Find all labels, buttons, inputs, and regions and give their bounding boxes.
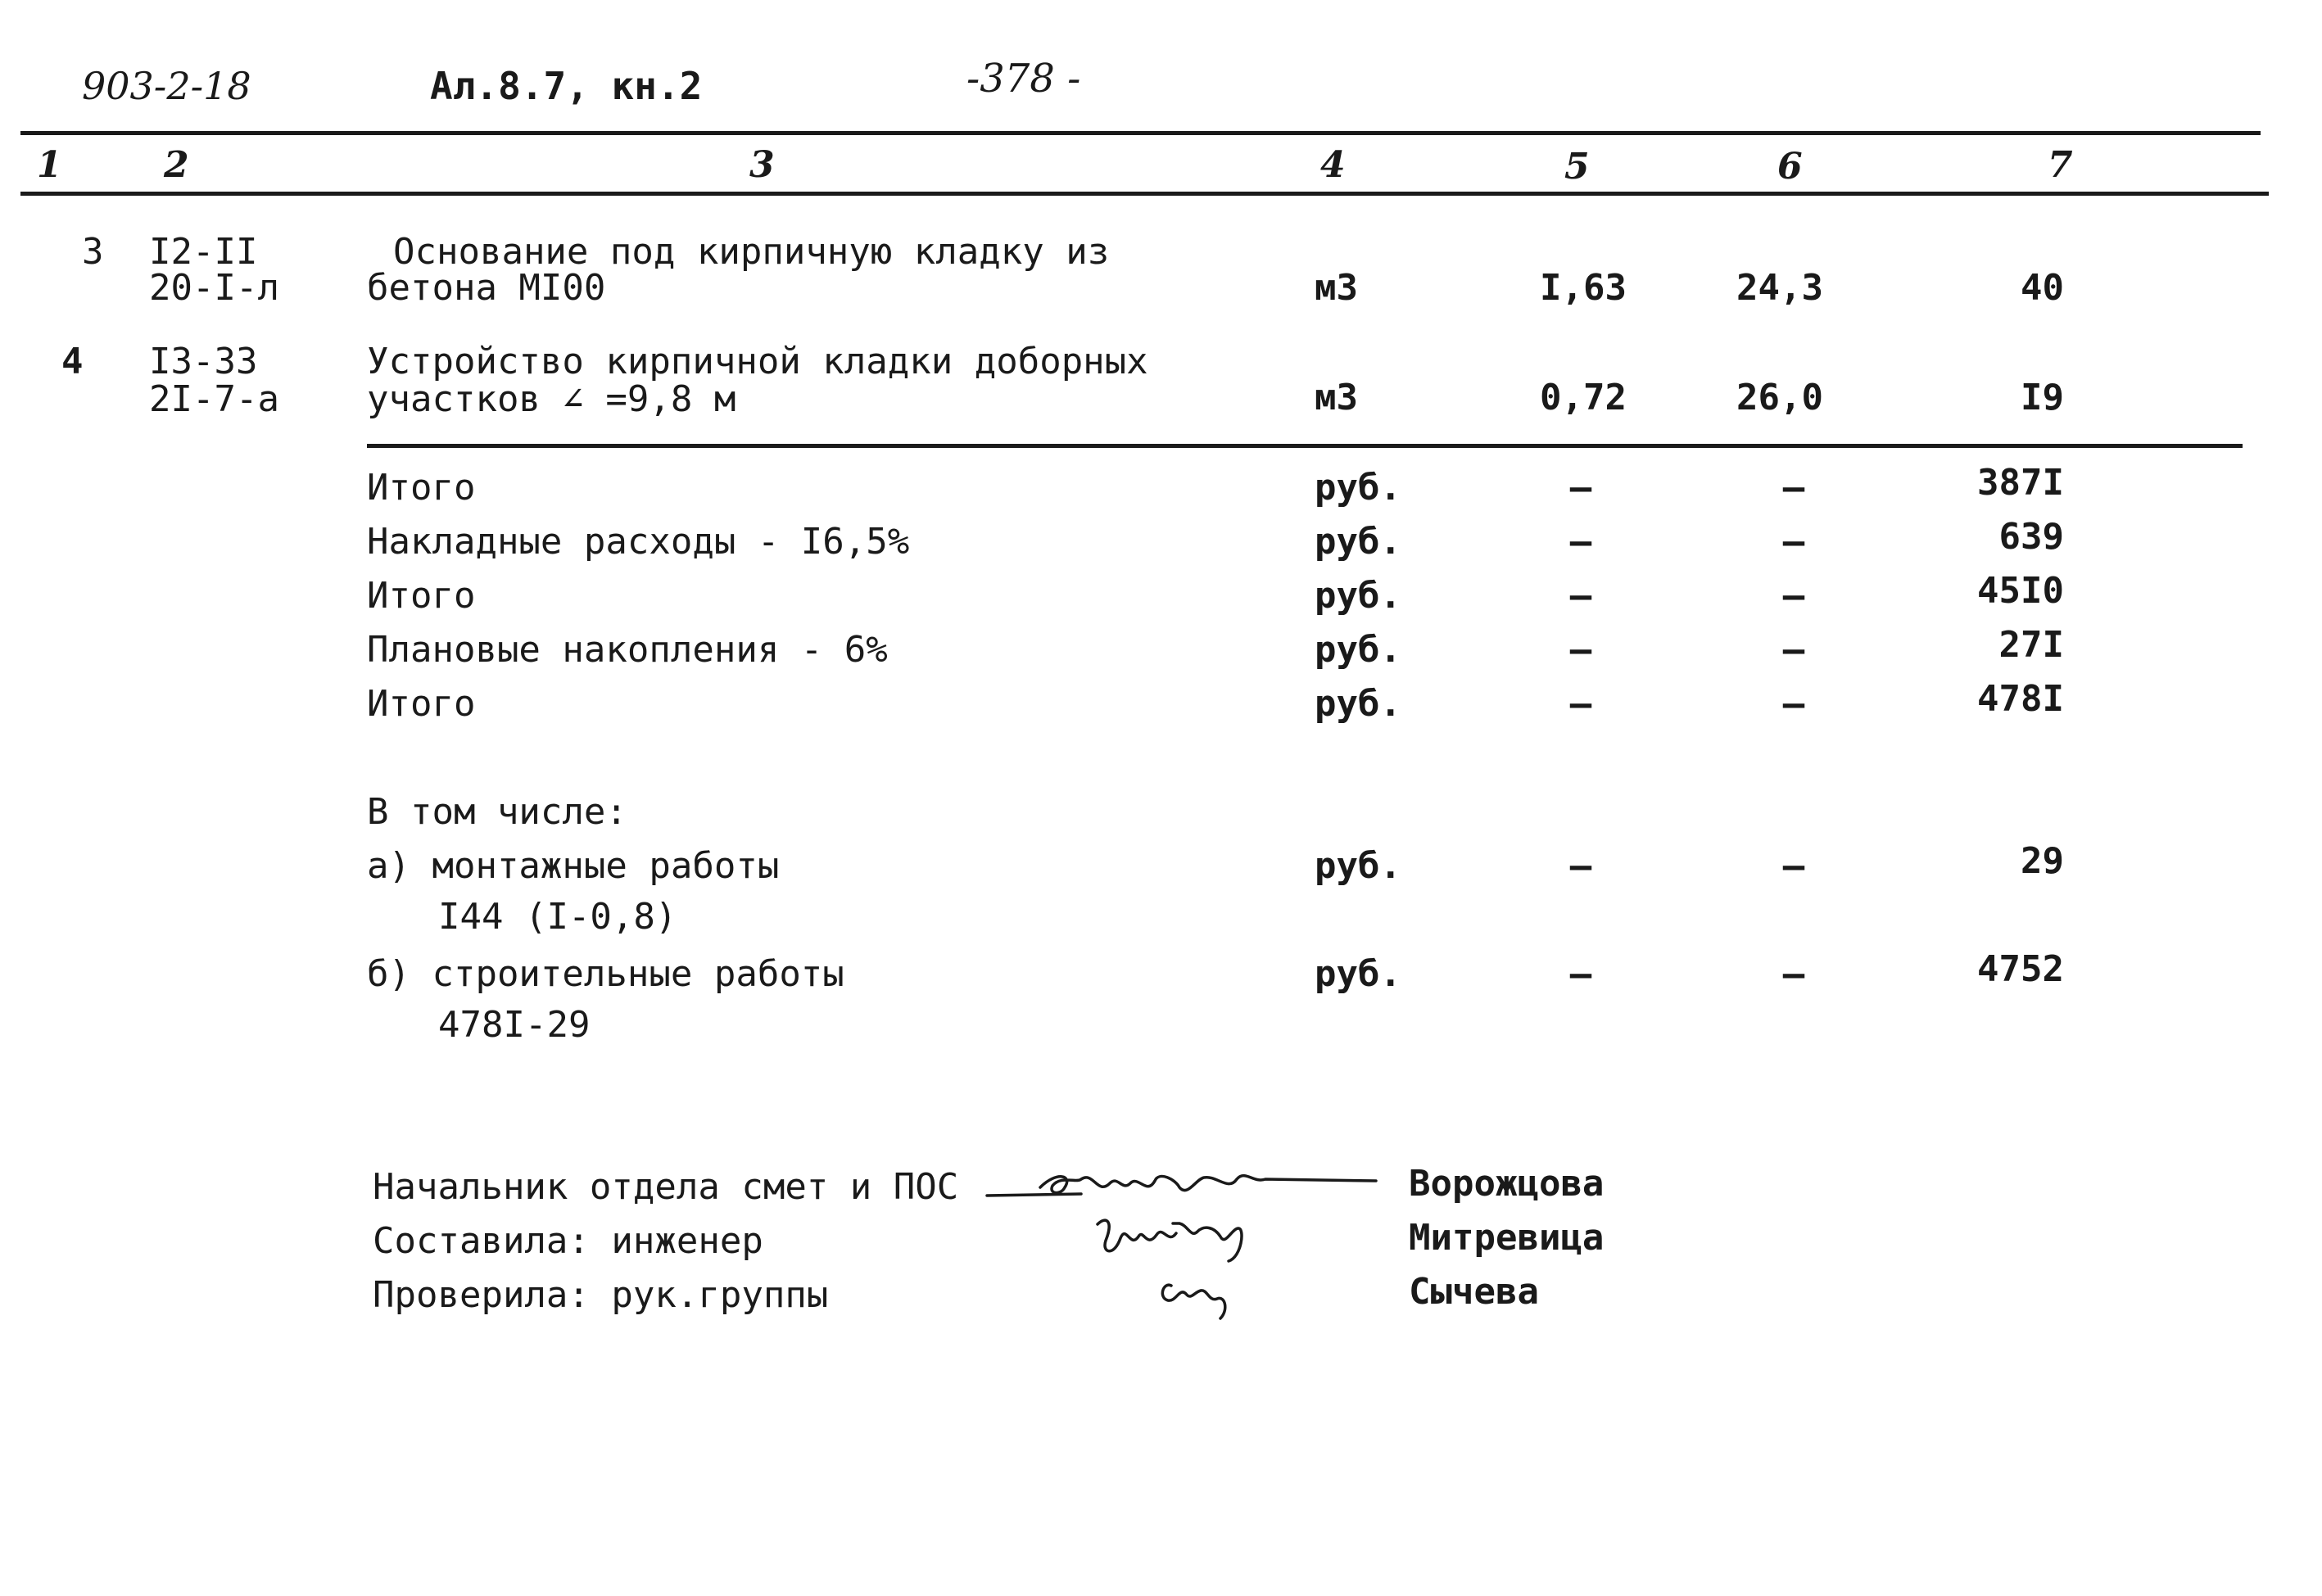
row-code: I2-II bbox=[149, 231, 258, 273]
summary-total: 27I bbox=[1998, 624, 2064, 666]
album-ref: Ал.8.7, кн.2 bbox=[430, 64, 703, 108]
row-code: 20-I-л bbox=[149, 267, 279, 309]
row-description: бетона МI00 bbox=[367, 267, 606, 309]
summary-total: 639 bbox=[1998, 516, 2064, 558]
summary-col6: – bbox=[1782, 683, 1805, 725]
breakdown-unit: руб. bbox=[1315, 845, 1401, 887]
summary-label: Итого bbox=[367, 683, 476, 725]
summary-col5: – bbox=[1569, 467, 1592, 509]
row-description: Основание под кирпичную кладку из bbox=[393, 231, 1110, 273]
row-description: участков ∠ =9,8 м bbox=[367, 378, 736, 420]
col-number-2: 2 bbox=[164, 144, 189, 186]
summary-col6: – bbox=[1782, 467, 1805, 509]
row-unit: м3 bbox=[1315, 267, 1358, 309]
row-number: 3 bbox=[82, 231, 104, 273]
summary-unit: руб. bbox=[1315, 467, 1401, 509]
summary-label: Накладные расходы - I6,5% bbox=[367, 521, 910, 563]
row-total: 40 bbox=[2021, 267, 2064, 309]
summary-label: Плановые накопления - 6% bbox=[367, 629, 888, 671]
summary-col6: – bbox=[1782, 521, 1805, 563]
breakdown-col5: – bbox=[1569, 845, 1592, 887]
summary-col6: – bbox=[1782, 629, 1805, 671]
summary-col5: – bbox=[1569, 683, 1592, 725]
summary-unit: руб. bbox=[1315, 575, 1401, 617]
breakdown-label: б) строительные работы bbox=[367, 953, 844, 995]
breakdown-label: а) монтажные работы bbox=[367, 845, 780, 887]
doc-code: 903-2-18 bbox=[82, 64, 251, 108]
col-number-7: 7 bbox=[2048, 144, 2073, 186]
col-number-6: 6 bbox=[1777, 146, 1803, 188]
col-number-3: 3 bbox=[749, 144, 775, 186]
row-code: 2I-7-а bbox=[149, 378, 279, 420]
row-unit-price: 26,0 bbox=[1736, 377, 1823, 418]
handwritten-signature bbox=[983, 1146, 1409, 1335]
header-rule-bottom bbox=[20, 192, 2269, 196]
header-rule-top bbox=[20, 131, 2261, 135]
signature-role: Составила: инженер bbox=[373, 1220, 763, 1262]
summary-col5: – bbox=[1569, 521, 1592, 563]
row-code: I3-33 bbox=[149, 341, 258, 382]
summary-label: Итого bbox=[367, 467, 476, 509]
signature-name: Ворожцова bbox=[1409, 1163, 1605, 1205]
signature-name: Митревица bbox=[1409, 1217, 1605, 1259]
summary-unit: руб. bbox=[1315, 683, 1401, 725]
breakdown-heading: В том числе: bbox=[367, 791, 627, 833]
summary-col5: – bbox=[1569, 629, 1592, 671]
page-number: -378 - bbox=[966, 56, 1081, 102]
row-unit-price: 24,3 bbox=[1736, 267, 1823, 309]
row-quantity: 0,72 bbox=[1540, 377, 1627, 418]
row-number: 4 bbox=[61, 341, 84, 382]
col-number-1: 1 bbox=[37, 144, 62, 186]
breakdown-total: 29 bbox=[2021, 840, 2064, 882]
breakdown-col6: – bbox=[1782, 953, 1805, 995]
summary-total: 45I0 bbox=[1977, 570, 2064, 612]
signature-role: Проверила: рук.группы bbox=[373, 1274, 829, 1316]
breakdown-total: 4752 bbox=[1977, 948, 2064, 990]
row-total: I9 bbox=[2021, 377, 2064, 418]
signature-name: Сычева bbox=[1409, 1271, 1539, 1313]
col-number-5: 5 bbox=[1564, 146, 1590, 188]
breakdown-formula: 478I-29 bbox=[438, 1004, 591, 1046]
summary-col6: – bbox=[1782, 575, 1805, 617]
row-quantity: I,63 bbox=[1540, 267, 1627, 309]
summary-total: 478I bbox=[1977, 678, 2064, 720]
breakdown-col6: – bbox=[1782, 845, 1805, 887]
signature-role: Начальник отдела смет и ПОС bbox=[373, 1166, 959, 1208]
summary-total: 387I bbox=[1977, 462, 2064, 504]
col-number-4: 4 bbox=[1320, 144, 1346, 186]
summary-unit: руб. bbox=[1315, 629, 1401, 671]
row-unit: м3 bbox=[1315, 377, 1358, 418]
breakdown-col5: – bbox=[1569, 953, 1592, 995]
totals-rule bbox=[367, 444, 2243, 448]
row-description: Устройство кирпичной кладки доборных bbox=[367, 341, 1148, 382]
summary-unit: руб. bbox=[1315, 521, 1401, 563]
breakdown-unit: руб. bbox=[1315, 953, 1401, 995]
breakdown-formula: I44 (I-0,8) bbox=[438, 896, 677, 938]
summary-col5: – bbox=[1569, 575, 1592, 617]
summary-label: Итого bbox=[367, 575, 476, 617]
